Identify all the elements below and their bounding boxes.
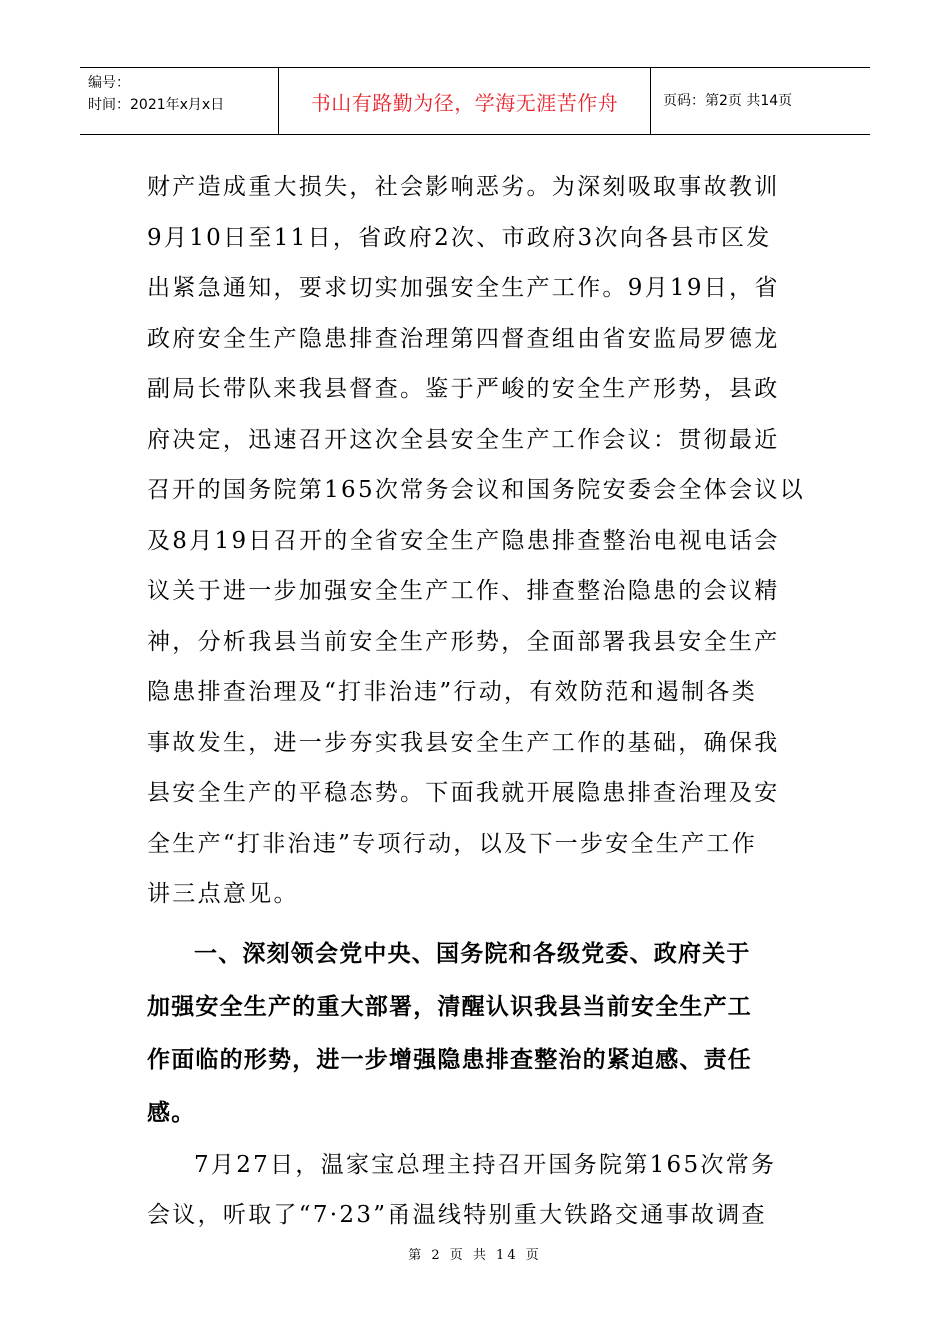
header-page-info: 页码：第2页 共14页 (663, 93, 793, 109)
document-date: 时间：2021年x月x日 (88, 97, 225, 113)
body-line: 县安全生产的平稳态势。下面我就开展隐患排查治理及安 (147, 780, 780, 806)
body-line: 隐患排查治理及“打非治违”行动，有效防范和遏制各类 (147, 679, 758, 705)
section-gap (147, 920, 807, 928)
page-header (80, 67, 870, 135)
body-line: 神，分析我县当前安全生产形势，全面部署我县安全生产 (147, 628, 780, 655)
body-line: 及8月19日召开的全省安全生产隐患排查整治电视电话会 (147, 527, 780, 554)
section-heading-line: 感。 (147, 1099, 196, 1126)
body-line: 副局长带队来我县督查。鉴于严峻的安全生产形势，县政 (147, 376, 780, 402)
body-line: 议关于进一步加强安全生产工作、排查整治隐患的会议精 (147, 578, 780, 604)
body-line: 召开的国务院第165次常务会议和国务院安委会全体会议以 (147, 477, 805, 503)
header-meta-cell (80, 68, 279, 134)
document-body (147, 162, 807, 1241)
header-motto: 书山有路勤为径，学海无涯苦作舟 (310, 90, 619, 115)
page-footer-number: 第 2 页 共 14 页 (408, 1248, 542, 1263)
body-line: 讲三点意见。 (147, 881, 299, 907)
section-heading-line: 加强安全生产的重大部署，清醒认识我县当前安全生产工 (147, 993, 752, 1020)
header-motto-cell (279, 68, 651, 134)
body-line: 府决定，迅速召开这次全县安全生产工作会议：贯彻最近 (147, 426, 780, 453)
body-line: 出紧急通知，要求切实加强安全生产工作。9月19日，省 (147, 275, 780, 301)
section-heading-line: 一、深刻领会党中央、国务院和各级党委、政府关于 (194, 940, 751, 967)
header-page-cell (651, 68, 870, 134)
body-line: 9月10日至11日，省政府2次、市政府3次向各县市区发 (147, 224, 772, 251)
section-heading-line: 作面临的形势，进一步增强隐患排查整治的紧迫感、责任 (147, 1046, 752, 1073)
body-line: 会议，听取了“7·23”甬温线特别重大铁路交通事故调查 (147, 1202, 767, 1228)
body-line: 政府安全生产隐患排查治理第四督查组由省安监局罗德龙 (147, 325, 780, 352)
body-line: 7月27日，温家宝总理主持召开国务院第165次常务 (194, 1151, 777, 1178)
body-line: 全生产“打非治违”专项行动，以及下一步安全生产工作 (147, 830, 758, 857)
body-line: 财产造成重大损失，社会影响恶劣。为深刻吸取事故教训 (147, 174, 780, 200)
body-line: 事故发生，进一步夯实我县安全生产工作的基础，确保我 (147, 729, 780, 756)
document-number: 编号： (88, 75, 130, 91)
